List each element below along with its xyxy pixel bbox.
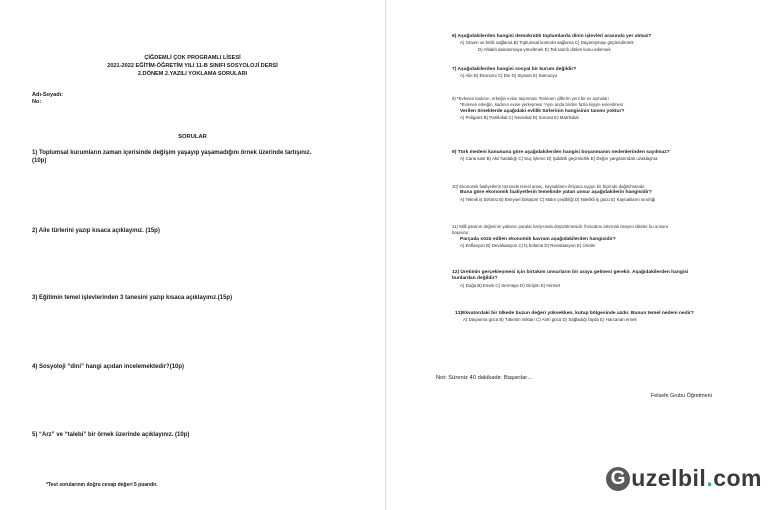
logo-g-icon: G: [606, 467, 630, 491]
exam-title: 2.DÖNEM 2.YAZILI YOKLAMA SORULARI: [137, 71, 248, 77]
question-7-stem: 7) Aşağıdakilerden hangisi sosyal bir kurum değildir?: [452, 67, 577, 72]
question-11-intro-2: başvurur.: [452, 230, 470, 236]
question-1-line2: (10p): [32, 158, 47, 164]
question-13-stem: 13)Ekvatordaki bir ülkede buzun değeri yüksekken, kutup bölgesinde azdır. Bunun temel nedeni nedir?: [455, 311, 694, 316]
question-11: [452, 224, 668, 250]
question-5: 5) “Arz” ve “talebi” bir örnek üzerinde açıklayınız. (10p): [32, 432, 190, 438]
question-13: [455, 311, 694, 324]
question-1-line1: 1) Toplumsal kurumların zaman içerisinde değişim yaşayıp yaşamadığını örnek üzerinde tartışınız.: [32, 150, 312, 156]
question-6-stem: 6) Aşağıdakilerden hangisi demokratik toplumlarda dinin işlevleri arasında yer almaz?: [452, 34, 652, 39]
question-7-options: A) Aile B) Ekonomi C) Din D) Siyaset E) Kamuoyu: [460, 73, 558, 79]
footnote: *Test sorularının doğru cevap değeri 5 puandır.: [46, 482, 158, 488]
question-13-options: A) Dayanma gücü B) Tüketim miktarı C) Alım gücü D) Sağladığı fayda E) Harcanan emek: [463, 317, 637, 323]
question-11-intro-1: 11) Milli paranın değerinin yabancı paralar karşısında düşürülmesidir. İhracatını artırmak isteyen ülkeler bu unsura: [452, 224, 669, 229]
number-label: No:: [32, 99, 42, 105]
question-2: 2) Aile türlerini yazıp kısaca açıklayınız. (15p): [32, 228, 160, 234]
question-11-options: A) Enflasyon B) Devalüasyon C) İş bölümü D) Revalüasyon E) Üretim: [460, 243, 596, 249]
question-3: 3) Eğitimin temel işlevlerinden 3 tanesini yazıp kısaca açıklayınız.(15p): [32, 295, 233, 301]
question-8-stem: Verilen örneklerde aşağıdaki evlilik türlerinin hangisinin tanımı yoktur?: [460, 108, 625, 114]
question-10-intro: 10) Ekonomik faaliyetlerin tümünde temel amaç, kaynakların ihtiyaca uygun bir biçimde dağıtılmasıdır.: [452, 184, 646, 189]
question-8-options: A) Poligami B) Patrilokal C) Neolokal D) Sororat E) Matrilokal: [460, 115, 579, 121]
school-name: ÇİĞDEMLİ ÇOK PROGRAMLI LİSESİ: [144, 55, 241, 61]
question-6-options-1: A) Güven ve birlik sağlama B) Toplumsal kontrolü sağlama C) Dayanışmayı güçlendirmek: [460, 40, 634, 46]
question-8-intro-2: *Evlenen erkeğin, kadının evine yerleşmesi *Aynı anda birden fazla kişiyle evlenilmesi: [460, 102, 624, 108]
question-8-intro-1: 8) *Evlenen kadının, erkeğin evine taşınması *Evlenen çiftlerin yeni bir ev açmaları: [452, 96, 609, 101]
sorular-title: SORULAR: [178, 134, 207, 140]
question-6: [452, 34, 651, 53]
question-4: 4) Sosyoloji “dini” hangi açıdan incelemektedir?(10p): [32, 364, 185, 370]
page-divider: [385, 0, 386, 510]
logo-dot: .: [706, 465, 714, 491]
year-line: 2021-2022 EĞİTİM-ÖĞRETİM YILI 11-B SINIFI SOSYOLOJİ DERSİ: [107, 63, 278, 69]
teacher-signature: Felsefe Grubu Öğretmeni: [651, 393, 712, 399]
question-10-options: A) Teknik iş bölümü B) Bireysel bölüşüm C) Malın çeşitliliği D) Nitelikli iş gücü E) Kaynakların sınırlığı: [460, 196, 656, 202]
question-12-options: A) Doğa B) Emek C) Sermaye D) Girişim E) Hizmet: [460, 282, 561, 288]
exam-note: Not: Süreniz 40 dakikadır. Başarılar…: [436, 375, 533, 381]
question-10-stem: Buna göre ekonomik faaliyetlerin temelinde yatan unsur aşağıdakilerin hangisidir?: [460, 190, 652, 196]
question-9: [452, 150, 670, 163]
question-10: [452, 184, 655, 203]
name-label: Adı-Soyadı:: [32, 92, 64, 98]
question-12: [452, 270, 688, 289]
guzelbil-logo: [606, 465, 762, 492]
question-12-stem-1: 12) Üretimin gerçekleşmesi için birtakım unsurların bir araya gelmesi gerekir. Aşağıdakilerden hangisi: [452, 270, 689, 275]
logo-text: uzelbil: [631, 465, 707, 491]
logo-tld: com: [713, 465, 762, 491]
question-6-options-2: D) Ahlaklı davranmaya yöneltmek E) Tek tanrılı dinleri konu edinmek: [478, 46, 611, 52]
question-1: [32, 149, 311, 165]
question-9-stem: 9) Türk medeni kanununa göre aşağıdakilerden hangisi boşanmanın nedenlerinden sayılmaz?: [452, 150, 670, 155]
question-7: [452, 67, 576, 80]
question-11-stem: Parçada sözü edilen ekonomik kavram aşağıdakilerden hangisidir?: [460, 236, 616, 242]
question-9-options: A) Cana kast B) Akıl hastalığı C) Suç işleme D) Şiddetli geçimsizlik E) Değer yargılarından uzaklaşma: [460, 156, 658, 162]
question-8: [452, 96, 624, 122]
question-12-stem-2: bunlardan değildir?: [452, 276, 498, 282]
